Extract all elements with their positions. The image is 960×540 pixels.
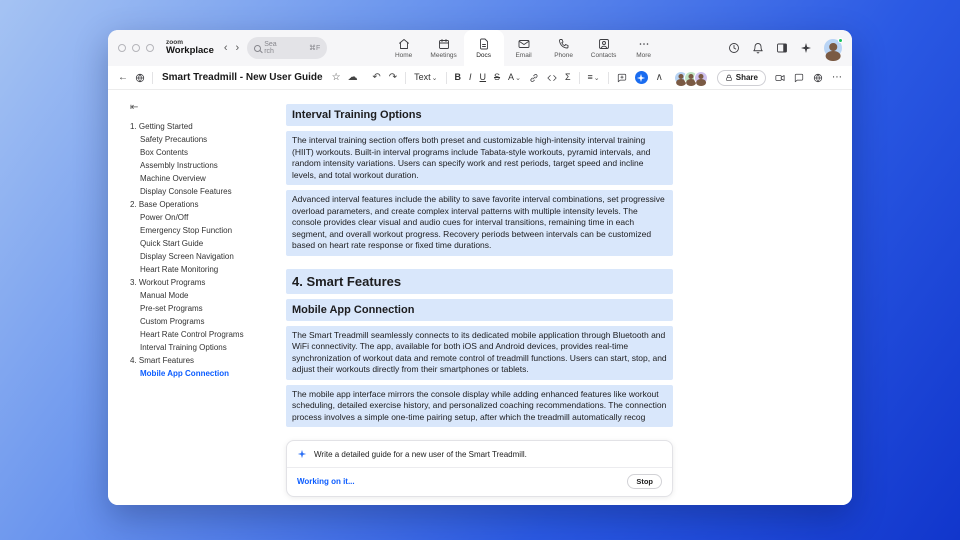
content-block[interactable]: Advanced interval features include the ability to save favorite interval combinations, set progressive overload parameters, and create complex interval patterns with multiple intensity levels. The console provides clear visual and audio cues for interval transitions, remaining time in each segment, and overall workout progress. Recovery periods between intervals can be customized based on heart rate response or fixed time durations.: [286, 190, 673, 256]
content-block[interactable]: The interval training section offers both preset and customizable high-intensity interval training (HIIT) workouts. Built-in interval programs include Tabata-style workouts, pyramid intervals, and random intensity variations. Users can specify work and rest periods, target speed and incline levels, and total workout duration.: [286, 131, 673, 185]
docs-hub-icon[interactable]: [135, 73, 145, 83]
cloud-sync-icon: ☁: [347, 71, 358, 83]
close-window-button[interactable]: [118, 44, 126, 52]
collapse-toolbar-button[interactable]: ∧: [655, 71, 663, 83]
logo-zoom-text: zoom: [166, 38, 183, 46]
favorite-star-icon[interactable]: ☆: [331, 71, 341, 83]
toc-item[interactable]: 4. Smart Features: [130, 356, 195, 365]
toc-item[interactable]: 2. Base Operations: [130, 200, 199, 209]
formula-button[interactable]: Σ: [564, 72, 571, 82]
chat-icon[interactable]: [794, 73, 804, 83]
ai-prompt-text: Write a detailed guide for a new user of the Smart Treadmill.: [314, 449, 527, 459]
stop-generation-button[interactable]: Stop: [627, 474, 662, 489]
window-controls: [118, 44, 160, 52]
online-status-dot: [838, 38, 843, 43]
toolbar-divider: [405, 72, 406, 84]
search-icon: [254, 45, 261, 52]
toolbar-divider: [152, 72, 153, 84]
nav-item-icon: [638, 38, 650, 50]
toc-item[interactable]: Quick Start Guide: [140, 239, 204, 248]
collapse-sidebar-icon[interactable]: ⇤: [130, 102, 139, 113]
doc-back-button[interactable]: ←: [118, 71, 128, 83]
toc-item[interactable]: 1. Getting Started: [130, 122, 193, 131]
toc-item[interactable]: 3. Workout Programs: [130, 278, 206, 287]
nav-item-label: Docs: [476, 51, 492, 59]
toolbar-divider: [579, 72, 580, 84]
nav-item-docs[interactable]: [464, 30, 504, 66]
toc-item[interactable]: Heart Rate Control Programs: [140, 330, 244, 339]
text-color-dropdown[interactable]: A⌄: [508, 72, 521, 82]
lock-icon: [725, 74, 733, 82]
search-shortcut: ⌘F: [308, 45, 321, 52]
avatar-figure: [688, 74, 693, 79]
toc-item[interactable]: Interval Training Options: [140, 343, 227, 352]
share-button[interactable]: Share: [717, 70, 766, 86]
document-title[interactable]: Smart Treadmill - New User Guide: [162, 72, 323, 83]
link-icon[interactable]: [529, 73, 539, 83]
topbar-right-icons: [728, 42, 812, 54]
chevron-down-icon: ⌄: [593, 75, 600, 82]
ai-status-text: Working on it...: [297, 477, 355, 486]
main-nav: [384, 30, 664, 66]
toolbar-right-cluster: [678, 70, 842, 86]
collaborator-avatar[interactable]: [694, 71, 708, 85]
globe-icon[interactable]: [813, 73, 823, 83]
nav-item-label: Email: [515, 51, 532, 59]
avatar-figure-body: [696, 79, 706, 86]
code-icon[interactable]: [547, 73, 557, 83]
toc-item[interactable]: Manual Mode: [140, 291, 189, 300]
avatar-figure: [678, 74, 683, 79]
avatar-figure-body: [826, 51, 841, 61]
redo-button[interactable]: ↷: [388, 71, 398, 83]
nav-item-label: Phone: [554, 51, 573, 59]
toc-item[interactable]: Power On/Off: [140, 213, 189, 222]
align-dropdown[interactable]: ≡⌄: [587, 72, 600, 82]
toc-item[interactable]: Custom Programs: [140, 317, 205, 326]
ai-prompt-row: [287, 441, 672, 467]
toc-item[interactable]: Pre-set Programs: [140, 304, 203, 313]
zoom-workplace-logo: [166, 40, 214, 57]
nav-item-home[interactable]: [384, 30, 424, 66]
comment-icon[interactable]: [617, 73, 627, 83]
toc-list: [130, 120, 272, 380]
toc-item[interactable]: Assembly Instructions: [140, 161, 218, 170]
toc-item[interactable]: Machine Overview: [140, 174, 206, 183]
logo-workplace-text: Workplace: [166, 45, 214, 57]
user-avatar[interactable]: [824, 39, 842, 57]
nav-item-icon: [518, 38, 530, 50]
ai-prompt-card: [286, 440, 673, 497]
doc-content: [286, 104, 673, 427]
ai-status-row: [287, 468, 672, 496]
strikethrough-button[interactable]: S: [494, 72, 501, 82]
notifications-icon[interactable]: [752, 42, 764, 54]
search-placeholder: Search: [264, 40, 277, 55]
nav-item-icon: [438, 38, 450, 50]
document-workspace: [108, 90, 852, 505]
zoom-window-button[interactable]: [146, 44, 154, 52]
toc-item[interactable]: Mobile App Connection: [140, 369, 230, 378]
nav-item-icon: [478, 38, 490, 50]
nav-item-icon: [558, 38, 570, 50]
nav-item-phone[interactable]: [544, 30, 584, 66]
avatar-figure: [698, 74, 703, 79]
toolbar-divider: [446, 72, 447, 84]
outline-sidebar: [108, 90, 278, 505]
nav-item-label: More: [636, 51, 652, 59]
nav-item-icon: [398, 38, 410, 50]
toolbar-left-cluster: [118, 72, 358, 84]
content-block[interactable]: The Smart Treadmill seamlessly connects to its dedicated mobile application through Bluetooth and WiFi connectivity. The app, available for both iOS and Android devices, provides real-time synchronization of workout data and remote control of treadmill functions. Users can start, stop, and adjust their workouts directly from their smartphones or tablets.: [286, 326, 673, 380]
toc-item[interactable]: Safety Precautions: [140, 135, 208, 144]
video-camera-icon[interactable]: [775, 73, 785, 83]
formatting-toolbar: [372, 71, 663, 84]
ai-companion-button[interactable]: [635, 71, 648, 84]
toc-item[interactable]: Display Screen Navigation: [140, 252, 234, 261]
toolbar-divider: [608, 72, 609, 84]
nav-item-more[interactable]: [624, 30, 664, 66]
nav-item-email[interactable]: [504, 30, 544, 66]
nav-item-label: Home: [394, 51, 413, 59]
zoom-workplace-window: [108, 30, 852, 505]
content-block[interactable]: Interval Training Options: [286, 104, 673, 126]
undo-button[interactable]: ↶: [372, 71, 381, 83]
bold-button[interactable]: B: [454, 72, 462, 82]
italic-button[interactable]: I: [469, 72, 472, 82]
nav-item-icon: [598, 38, 610, 50]
text-style-dropdown[interactable]: Text⌄: [414, 72, 438, 82]
chevron-down-icon: ⌄: [515, 75, 521, 82]
document-toolbar: [108, 66, 852, 90]
nav-item-contacts[interactable]: [584, 30, 624, 66]
toc-item[interactable]: Emergency Stop Function: [140, 226, 233, 235]
search-input[interactable]: [247, 37, 327, 59]
history-icon[interactable]: [728, 42, 740, 54]
toc-item[interactable]: Heart Rate Monitoring: [140, 265, 219, 274]
nav-item-label: Contacts: [590, 51, 617, 59]
app-titlebar: [108, 30, 852, 66]
toc-item[interactable]: Display Console Features: [140, 187, 232, 196]
nav-item-meetings[interactable]: [424, 30, 464, 66]
avatar-figure: [829, 43, 837, 51]
nav-back-chevron[interactable]: ‹: [223, 42, 228, 54]
toc-item[interactable]: Box Contents: [140, 148, 189, 157]
ai-sparkle-icon: [297, 449, 307, 459]
nav-item-label: Meetings: [430, 51, 457, 59]
content-block[interactable]: The mobile app interface mirrors the console display while adding enhanced features like workout scheduling, detailed exercise history, and personalized coaching recommendations. The connection process involves a simple one-time pairing setup, after which the treadmill automatically recog: [286, 385, 673, 428]
minimize-window-button[interactable]: [132, 44, 140, 52]
content-block[interactable]: Mobile App Connection: [286, 299, 673, 321]
collaborator-avatars: [678, 71, 708, 85]
side-panel-icon[interactable]: [776, 42, 788, 54]
content-block[interactable]: 4. Smart Features: [286, 269, 673, 294]
nav-forward-chevron[interactable]: ›: [235, 42, 240, 54]
underline-button[interactable]: U: [479, 72, 487, 82]
ai-companion-sparkle-icon[interactable]: [800, 42, 812, 54]
document-canvas[interactable]: [278, 90, 852, 505]
chevron-down-icon: ⌄: [431, 75, 438, 82]
more-options-button[interactable]: ⋯: [831, 71, 842, 83]
sparkle-icon: [636, 73, 646, 83]
